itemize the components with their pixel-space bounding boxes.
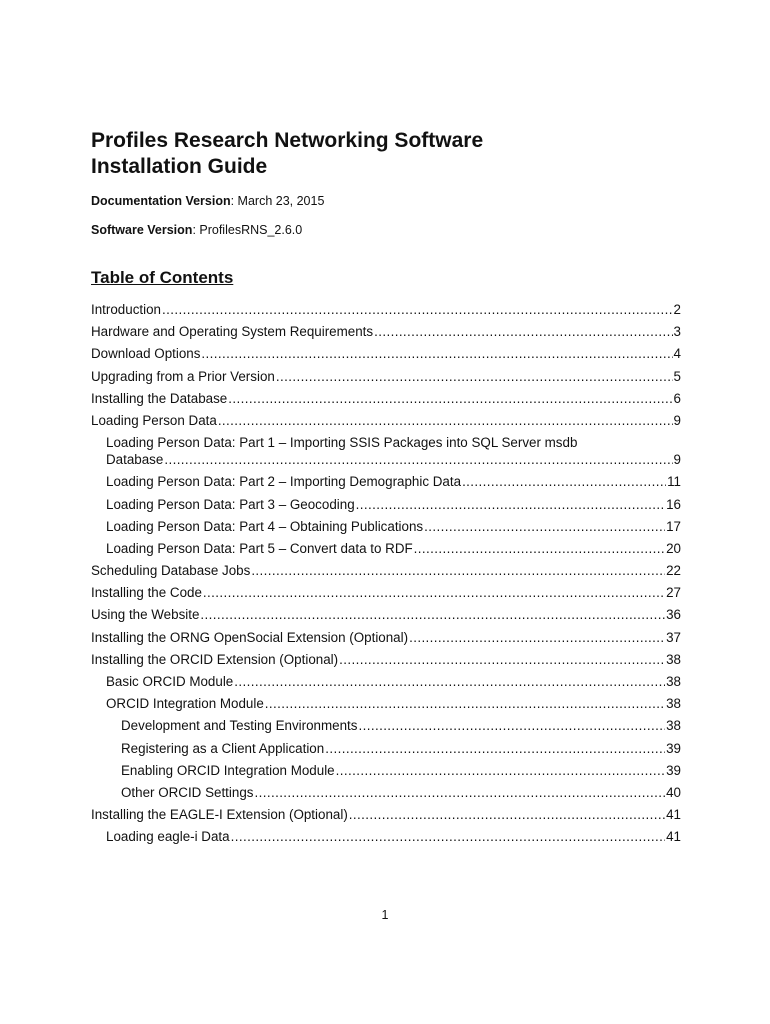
toc-dot-leader xyxy=(336,762,665,779)
toc-entry-page: 6 xyxy=(673,390,681,406)
document-title-line-1: Profiles Research Networking Software xyxy=(91,129,484,152)
toc-entry-title-continuation: Database xyxy=(106,452,164,468)
toc-entry[interactable] xyxy=(91,828,681,845)
toc-entry-title: Installing the ORNG OpenSocial Extension (Optional) xyxy=(91,629,409,645)
toc-dot-leader xyxy=(234,673,665,690)
toc-entry-page: 38 xyxy=(666,718,681,734)
toc-entry-title: Basic ORCID Module xyxy=(106,674,234,689)
toc-entry-page: 41 xyxy=(666,807,681,823)
toc-entry-title: Installing the Code xyxy=(91,585,202,601)
toc-dot-leader xyxy=(162,301,673,318)
documentation-version xyxy=(91,193,324,209)
toc-entry-page: 2 xyxy=(673,302,681,317)
toc-entry[interactable] xyxy=(91,806,681,823)
toc-entry-title: Installing the ORCID Extension (Optional) xyxy=(91,651,339,667)
software-version-value: : ProfilesRNS_2.6.0 xyxy=(192,223,303,237)
toc-entry-title: Introduction xyxy=(91,302,161,317)
toc-dot-leader xyxy=(325,740,665,757)
toc-dot-leader xyxy=(201,345,672,362)
toc-entry-title: Enabling ORCID Integration Module xyxy=(121,762,335,778)
toc-entry-title: Loading Person Data: Part 4 – Obtaining Publications xyxy=(106,518,424,534)
toc-dot-leader xyxy=(339,651,665,668)
toc-entry-page: 22 xyxy=(666,563,681,579)
toc-entry-page: 38 xyxy=(666,674,681,689)
toc-entry-continuation xyxy=(106,451,681,468)
toc-entry[interactable] xyxy=(91,762,681,779)
documentation-version-value: : March 23, 2015 xyxy=(230,194,325,208)
toc-entry[interactable] xyxy=(91,606,681,623)
toc-dot-leader xyxy=(349,806,665,823)
toc-entry[interactable] xyxy=(91,473,681,490)
toc-entry-page: 39 xyxy=(666,762,681,778)
toc-dot-leader xyxy=(374,323,672,340)
toc-dot-leader xyxy=(414,540,665,557)
toc-entry-title: Other ORCID Settings xyxy=(121,784,254,800)
toc-entry[interactable] xyxy=(91,695,681,712)
toc-dot-leader xyxy=(218,412,673,429)
toc-entry-page: 9 xyxy=(673,452,681,468)
toc-entry-title: Using the Website xyxy=(91,607,200,623)
page-number: 1 xyxy=(381,908,389,922)
toc-dot-leader xyxy=(265,695,665,712)
toc-entry-page: 5 xyxy=(673,368,681,384)
toc-entry-title: Loading Person Data xyxy=(91,412,217,428)
toc-dot-leader xyxy=(254,784,665,801)
toc-entry[interactable] xyxy=(91,323,681,340)
toc-entry[interactable] xyxy=(91,390,681,407)
toc-entry[interactable] xyxy=(91,629,681,646)
software-version xyxy=(91,222,302,238)
table-of-contents xyxy=(91,301,681,851)
toc-entry-title: Loading Person Data: Part 2 – Importing Demographic Data xyxy=(106,474,462,490)
toc-entry[interactable] xyxy=(91,518,681,535)
toc-entry-page: 40 xyxy=(666,784,681,800)
toc-entry-page: 20 xyxy=(666,540,681,556)
toc-entry[interactable] xyxy=(91,740,681,757)
toc-entry-page: 16 xyxy=(666,496,681,512)
toc-entry[interactable] xyxy=(91,651,681,668)
toc-dot-leader xyxy=(462,473,666,490)
toc-entry-page: 38 xyxy=(666,696,681,712)
toc-entry-page: 9 xyxy=(673,412,681,428)
toc-dot-leader xyxy=(409,629,665,646)
toc-entry-page: 17 xyxy=(666,518,681,534)
toc-entry[interactable] xyxy=(91,434,681,468)
toc-entry-title: Installing the EAGLE-I Extension (Optional) xyxy=(91,807,348,823)
toc-entry-page: 3 xyxy=(673,324,681,340)
toc-dot-leader xyxy=(424,518,665,535)
document-title-line-2: Installation Guide xyxy=(91,155,268,178)
toc-entry[interactable] xyxy=(91,301,681,318)
toc-dot-leader xyxy=(358,717,665,734)
toc-entry-title: Upgrading from a Prior Version xyxy=(91,368,275,384)
toc-entry[interactable] xyxy=(91,540,681,557)
toc-entry[interactable] xyxy=(91,717,681,734)
toc-entry-title: Loading Person Data: Part 5 – Convert data to RDF xyxy=(106,540,413,556)
toc-entry-title: Download Options xyxy=(91,346,201,362)
toc-dot-leader xyxy=(356,496,665,513)
toc-entry-page: 4 xyxy=(673,346,681,362)
toc-entry[interactable] xyxy=(91,584,681,601)
toc-dot-leader xyxy=(276,368,673,385)
toc-entry[interactable] xyxy=(91,562,681,579)
toc-entry[interactable] xyxy=(91,368,681,385)
documentation-version-label: Documentation Version xyxy=(91,194,231,208)
toc-heading: Table of Contents xyxy=(91,268,234,287)
toc-entry-page: 27 xyxy=(666,585,681,601)
software-version-label: Software Version xyxy=(91,223,193,237)
toc-dot-leader xyxy=(251,562,665,579)
toc-entry[interactable] xyxy=(91,673,681,690)
toc-dot-leader xyxy=(231,828,666,845)
toc-entry-page: 38 xyxy=(666,651,681,667)
toc-dot-leader xyxy=(228,390,672,407)
toc-dot-leader xyxy=(164,451,672,468)
toc-entry-title: Development and Testing Environments xyxy=(121,718,358,734)
toc-entry-page: 41 xyxy=(666,829,681,845)
toc-entry-title: ORCID Integration Module xyxy=(106,696,264,712)
toc-entry[interactable] xyxy=(91,496,681,513)
toc-entry-title: Loading Person Data: Part 1 – Importing SSIS Packages into SQL Server msdb xyxy=(106,435,578,451)
toc-entry-page: 37 xyxy=(666,629,681,645)
toc-entry-title: Loading eagle-i Data xyxy=(106,829,230,845)
toc-entry-title: Loading Person Data: Part 3 – Geocoding xyxy=(106,496,355,512)
toc-entry-title: Registering as a Client Application xyxy=(121,740,325,756)
toc-entry[interactable] xyxy=(91,345,681,362)
toc-entry-title: Scheduling Database Jobs xyxy=(91,563,251,579)
toc-entry[interactable] xyxy=(91,784,681,801)
toc-entry-page: 39 xyxy=(666,740,681,756)
toc-entry-title: Installing the Database xyxy=(91,390,228,406)
toc-entry-page: 36 xyxy=(666,607,681,623)
toc-entry[interactable] xyxy=(91,412,681,429)
document-title xyxy=(91,128,691,180)
toc-dot-leader xyxy=(203,584,665,601)
toc-dot-leader xyxy=(200,606,665,623)
toc-entry-page: 11 xyxy=(667,474,681,490)
toc-entry-title: Hardware and Operating System Requirements xyxy=(91,324,374,340)
